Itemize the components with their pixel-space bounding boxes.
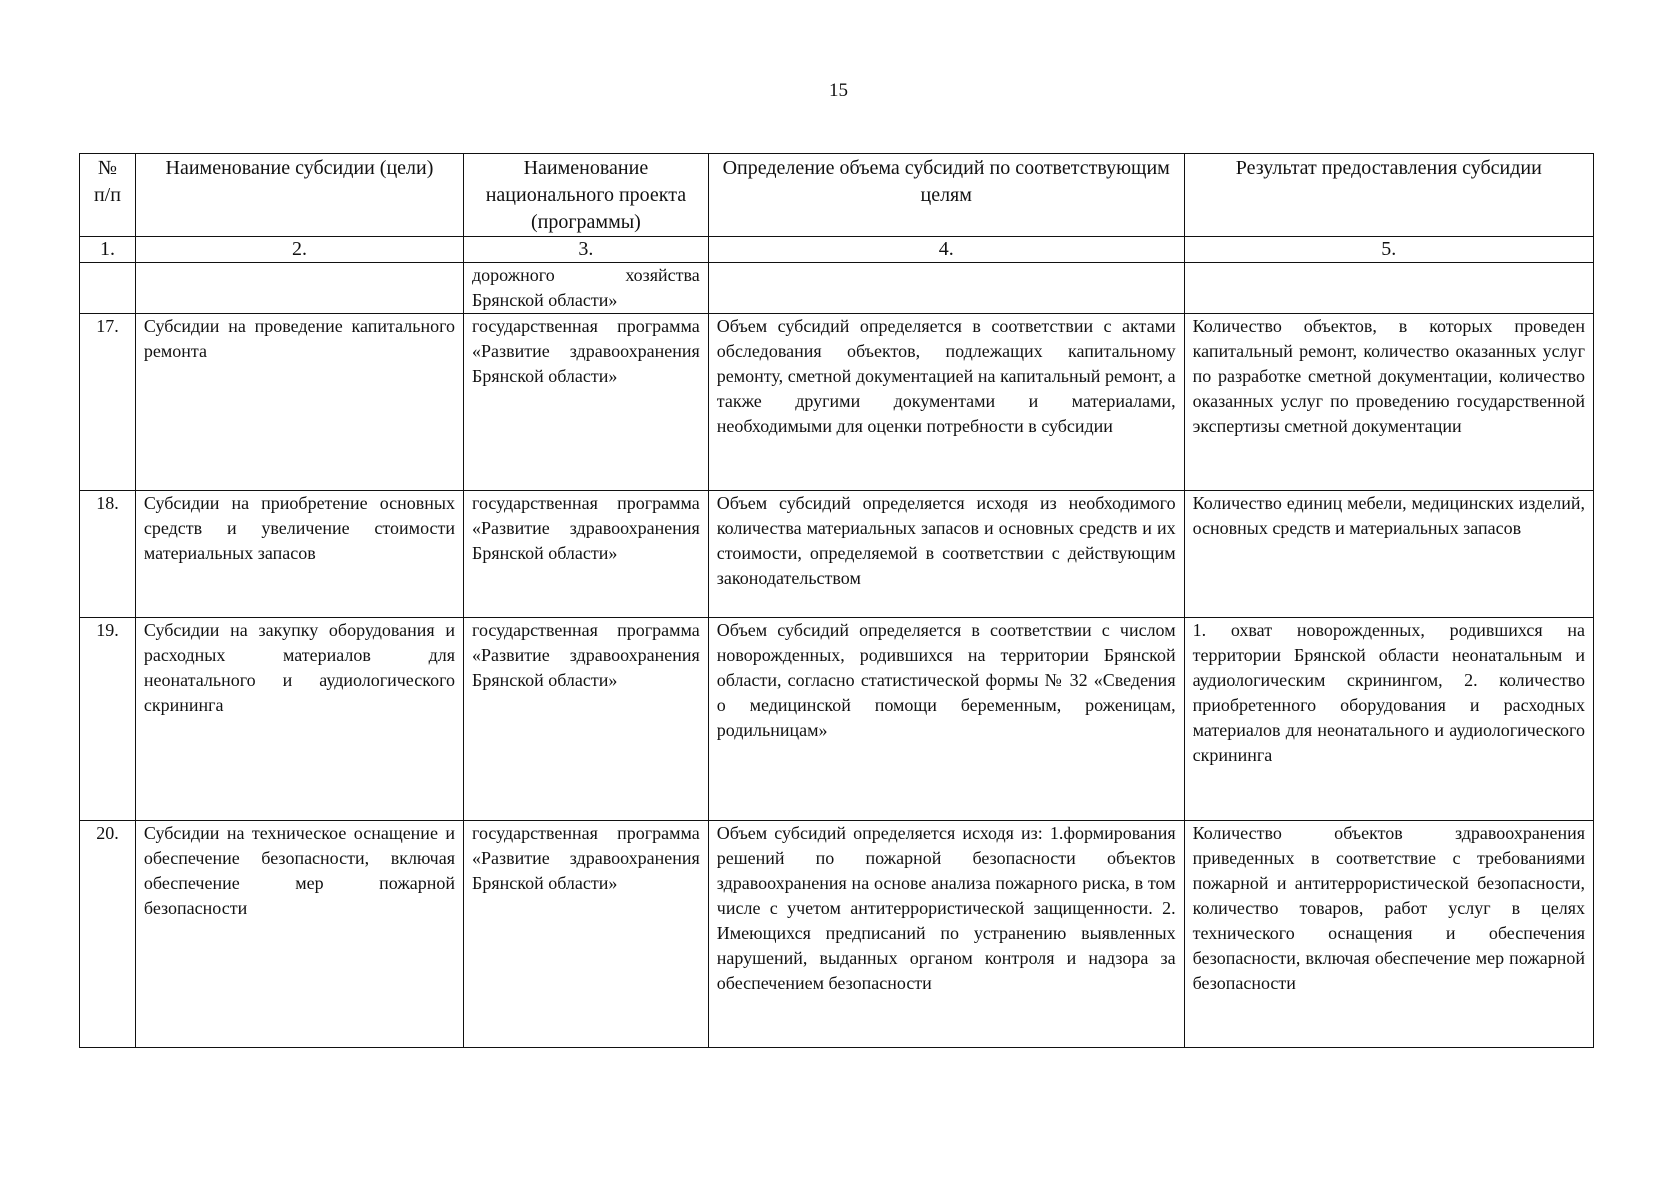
project-cell: государственная программа «Развитие здравоохранения Брянской области»: [464, 314, 709, 491]
page-number: 15: [829, 80, 848, 101]
volume-cell: Объем субсидий определяется в соответствии с числом новорожденных, родившихся на территории Брянской области, согласно статистической формы № 32 «Сведения о медицинской помощи беременным, роженицам, родильницам»: [708, 618, 1184, 821]
header-row: [80, 154, 1594, 237]
volume-cell: Объем субсидий определяется исходя из: 1.формирования решений по пожарной безопасности объектов здравоохранения на основе анализа пожарного риска, в том числе с учетом антитеррористической защищенности. 2. Имеющихся предписаний по устранению выявленных нарушений, выданных органом контроля и надзора за обеспечением безопасности: [708, 821, 1184, 1048]
table-row: [80, 491, 1594, 618]
project-cell: государственная программа «Развитие здравоохранения Брянской области»: [464, 491, 709, 618]
subsidy-name-cell: [135, 263, 463, 314]
subsidy-name-cell: Субсидии на закупку оборудования и расходных материалов для неонатального и аудиологического скрининга: [135, 618, 463, 821]
volume-cell: [708, 263, 1184, 314]
result-cell: Количество объектов, в которых проведен капитальный ремонт, количество оказанных услуг по разработке сметной документации, количество оказанных услуг по проведению государственной экспертизы сметной документации: [1184, 314, 1593, 491]
column-number: 4.: [708, 237, 1184, 263]
row-number-cell: 20.: [80, 821, 136, 1048]
column-number: 2.: [135, 237, 463, 263]
row-number-cell: [80, 263, 136, 314]
table-row: [80, 821, 1594, 1048]
column-numbers-row: [80, 237, 1594, 263]
result-cell: Количество объектов здравоохранения приведенных в соответствие с требованиями пожарной и антитеррористической безопасности, количество товаров, работ услуг в целях технического оснащения и обеспечения безопасности, включая обеспечение мер пожарной безопасности: [1184, 821, 1593, 1048]
column-number: 3.: [464, 237, 709, 263]
column-number: 1.: [80, 237, 136, 263]
header-result: Результат предоставления субсидии: [1184, 154, 1593, 237]
table-row: [80, 618, 1594, 821]
volume-cell: Объем субсидий определяется исходя из необходимого количества материальных запасов и основных средств и их стоимости, определяемой в соответствии с действующим законодательством: [708, 491, 1184, 618]
result-cell: Количество единиц мебели, медицинских изделий, основных средств и материальных запасов: [1184, 491, 1593, 618]
project-cell: государственная программа «Развитие здравоохранения Брянской области»: [464, 618, 709, 821]
column-number: 5.: [1184, 237, 1593, 263]
project-cell: дорожного хозяйства Брянской области»: [464, 263, 709, 314]
header-volume-determination: Определение объема субсидий по соответствующим целям: [708, 154, 1184, 237]
subsidy-name-cell: Субсидии на приобретение основных средств и увеличение стоимости материальных запасов: [135, 491, 463, 618]
result-cell: [1184, 263, 1593, 314]
volume-cell: Объем субсидий определяется в соответствии с актами обследования объектов, подлежащих капитальному ремонту, сметной документацией на капитальный ремонт, а также другими документами и материалами, необходимыми для оценки потребности в субсидии: [708, 314, 1184, 491]
table-row: [80, 314, 1594, 491]
row-number-cell: 19.: [80, 618, 136, 821]
header-project-name: Наименование национального проекта (программы): [464, 154, 709, 237]
result-cell: 1. охват новорожденных, родившихся на территории Брянской области неонатальным и аудиологическим скринингом, 2. количество приобретенного оборудования и расходных материалов для неонатального и аудиологического скрининга: [1184, 618, 1593, 821]
subsidy-name-cell: Субсидии на техническое оснащение и обеспечение безопасности, включая обеспечение мер пожарной безопасности: [135, 821, 463, 1048]
row-number-cell: 18.: [80, 491, 136, 618]
header-subsidy-name: Наименование субсидии (цели): [135, 154, 463, 237]
row-number-cell: 17.: [80, 314, 136, 491]
subsidies-table: [79, 153, 1594, 1048]
header-number: № п/п: [80, 154, 136, 237]
table-row-continuation: [80, 263, 1594, 314]
subsidy-name-cell: Субсидии на проведение капитального ремонта: [135, 314, 463, 491]
project-cell: государственная программа «Развитие здравоохранения Брянской области»: [464, 821, 709, 1048]
